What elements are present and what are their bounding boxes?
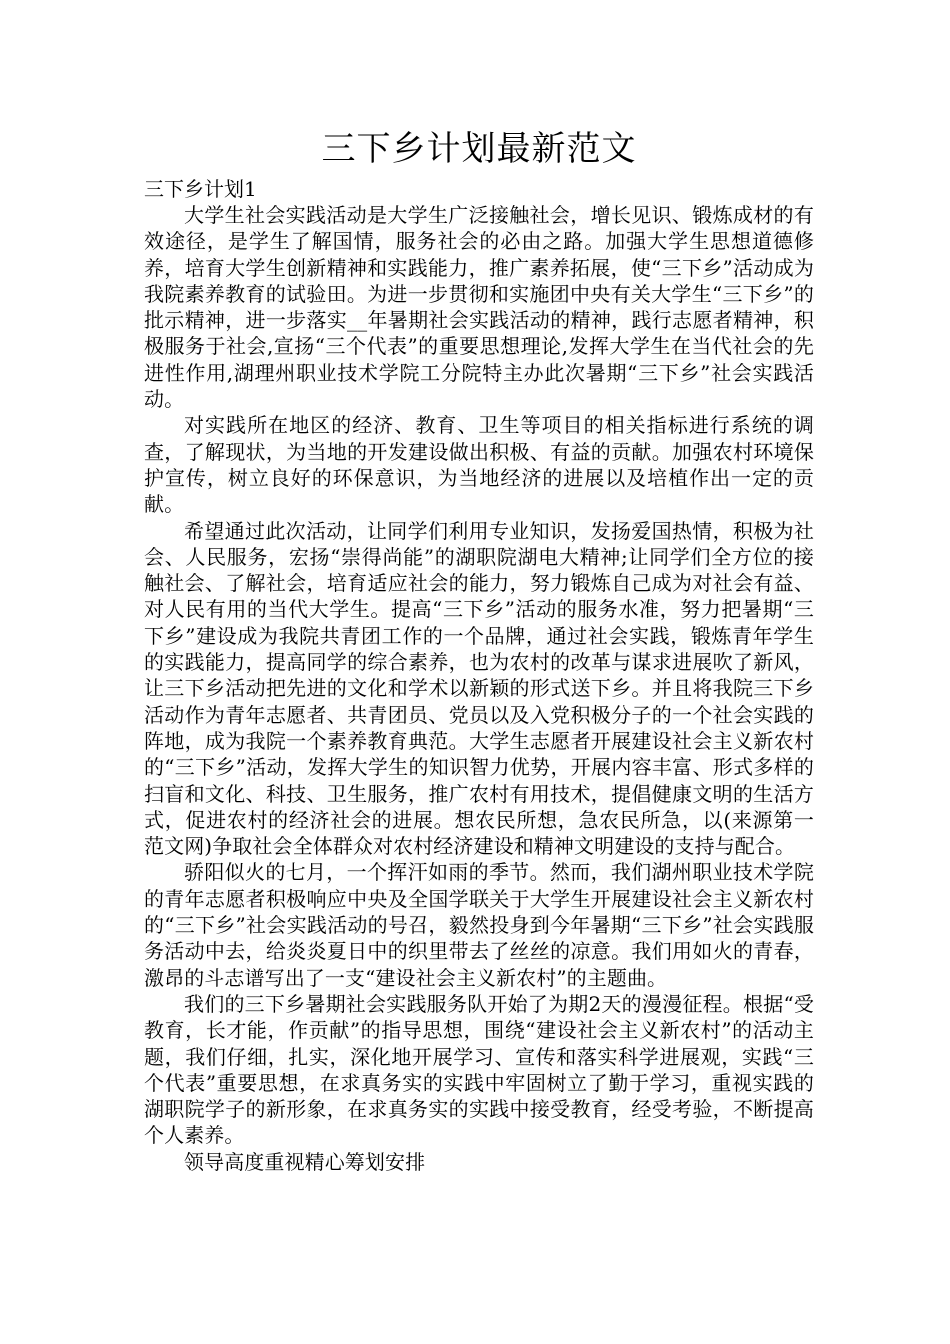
- paragraph-4: 骄阳似火的七月，一个挥汗如雨的季节。然而，我们湖州职业技术学院的青年志愿者积极响应中央及全国学联关于大学生开展建设社会主义新农村的“三下乡”社会实践活动的号召，毅然投身到今年暑期“三下乡”社会实践服务活动中去，给炎炎夏日中的织里带去了丝丝的凉意。我们用如火的青春，激昂的斗志谱写出了一支“建设社会主义新农村”的主题曲。: [144, 860, 814, 990]
- paragraph-6: 领导高度重视精心筹划安排: [184, 1149, 426, 1174]
- paragraph-5: 我们的三下乡暑期社会实践服务队开始了为期2天的漫漫征程。根据“受教育，长才能，作贡献”的指导思想，围绕“建设社会主义新农村”的活动主题，我们仔细，扎实，深化地开展学习、宣传和落实科学进展观，实践“三个代表”重要思想，在求真务实的实践中牢固树立了勤于学习，重视实践的湖职院学子的新形象，在求真务实的实践中接受教育，经受考验，不断提高个人素养。: [144, 991, 814, 1148]
- paragraph-1: 大学生社会实践活动是大学生广泛接触社会，增长见识、锻炼成材的有效途径，是学生了解国情，服务社会的必由之路。加强大学生思想道德修养，培育大学生创新精神和实践能力，推广素养拓展，使“三下乡”活动成为我院素养教育的试验田。为进一步贯彻和实施团中央有关大学生“三下乡”的批示精神，进一步落实__年暑期社会实践活动的精神，践行志愿者精神，积极服务于社会,宣扬“三个代表”的重要思想理论,发挥大学生在当代社会的先进性作用,湖理州职业技术学院工分院特主办此次暑期“三下乡”社会实践活动。: [144, 203, 814, 412]
- paragraph-3: 希望通过此次活动，让同学们利用专业知识，发扬爱国热情，积极为社会、人民服务，宏扬“崇得尚能”的湖职院湖电大精神;让同学们全方位的接触社会、了解社会，培育适应社会的能力，努力锻炼自己成为对社会有益、对人民有用的当代大学生。提高“三下乡”活动的服务水准，努力把暑期“三下乡”建设成为我院共青团工作的一个品牌，通过社会实践，锻炼青年学生的实践能力，提高同学的综合素养，也为农村的改革与谋求进展吹了新风，让三下乡活动把先进的文化和学术以新颖的形式送下乡。并且将我院三下乡活动作为青年志愿者、共青团员、党员以及入党积极分子的一个社会实践的阵地，成为我院一个素养教育典范。大学生志愿者开展建设社会主义新农村的“三下乡”活动，发挥大学生的知识智力优势，开展内容丰富、形式多样的扫盲和文化、科技、卫生服务，推广农村有用技术，提倡健康文明的生活方式，促进农村的经济社会的进展。想农民所想，急农民所急，以(来源第一范文网)争取社会全体群众对农村经济建设和精神文明建设的支持与配合。: [144, 518, 814, 859]
- document-title: 三下乡计划最新范文: [321, 129, 637, 169]
- document-page: [144, 124, 814, 1175]
- paragraph-2: 对实践所在地区的经济、教育、卫生等项目的相关指标进行系统的调查，了解现状，为当地的开发建设做出积极、有益的贡献。加强农村环境保护宣传，树立良好的环保意识，为当地经济的进展以及培植作出一定的贡献。: [144, 413, 814, 517]
- section-heading: 三下乡计划1: [144, 177, 257, 201]
